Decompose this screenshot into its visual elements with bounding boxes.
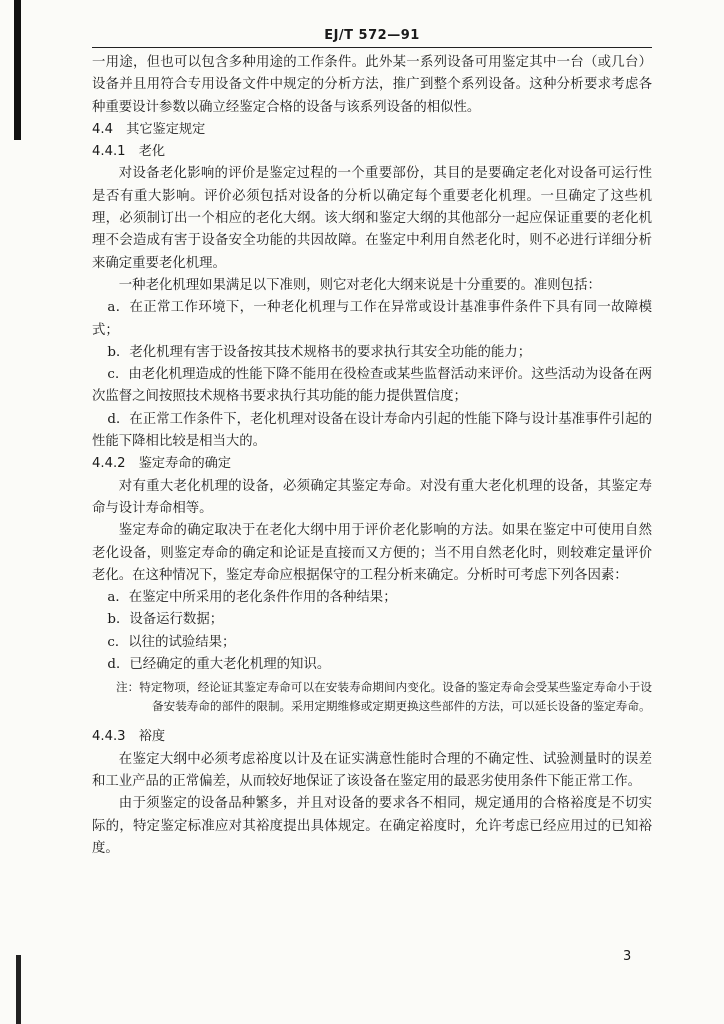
paragraph: 在鉴定大纲中必须考虑裕度以计及在证实满意性能时合理的不确定性、试验测量时的误差和工业产品的正常偏差，从而较好地保证了该设备在鉴定用的最恶劣使用条件下能正常工作。 bbox=[92, 751, 652, 789]
list-item: a．在鉴定中所采用的老化条件作用的各种结果； bbox=[107, 590, 397, 606]
paragraph: 鉴定寿命的确定取决于在老化大纲中用于评价老化影响的方法。如果在鉴定中可使用自然老化设备，则鉴定寿命的确定和论证是直接而又方便的；当不用自然老化时，则较难定量评价老化。在这种情况下，鉴定寿命应根据保守的工程分析来确定。分析时可考虑下列各因素： bbox=[92, 523, 652, 583]
list-item: d．已经确定的重大老化机理的知识。 bbox=[107, 657, 331, 673]
section-heading: 4.4.1 老化 bbox=[92, 144, 166, 160]
scan-edge-mark bbox=[14, 0, 21, 140]
list-item: c．由老化机理造成的性能下降不能用在役检查或某些监督活动来评价。这些活动为设备在两次监督之间按照技术规格书要求执行其功能的能力提供置信度； bbox=[92, 367, 652, 405]
section-heading: 4.4.2 鉴定寿命的确定 bbox=[92, 456, 232, 472]
paragraph: 一用途，但也可以包含多种用途的工作条件。此外某一系列设备可用鉴定其中一台（或几台）设备并且用符合专用设备文件中规定的分析方法，推广到整个系列设备。这种分析要求考虑各种重要设计参数以确立经鉴定合格的设备与该系列设备的相似性。 bbox=[92, 55, 652, 115]
list-item: b．设备运行数据； bbox=[107, 612, 224, 628]
page-number: 3 bbox=[623, 949, 632, 964]
scan-edge-mark-bottom bbox=[16, 955, 21, 1024]
section-heading: 4.4.3 裕度 bbox=[92, 729, 166, 745]
paragraph: 对设备老化影响的评价是鉴定过程的一个重要部份，其目的是要确定老化对设备可运行性是否有重大影响。评价必须包括对设备的分析以确定每个重要老化机理。一旦确定了这些机理，必须制订出一个相应的老化大纲。该大纲和鉴定大纲的其他部分一起应保证重要的老化机理不会造成有害于设备安全功能的共因故障。在鉴定中利用自然老化时，则不必进行详细分析来确定重要老化机理。 bbox=[92, 166, 652, 271]
paragraph: 一种老化机理如果满足以下准则，则它对老化大纲来说是十分重要的。准则包括： bbox=[118, 277, 601, 293]
list-item: a．在正常工作环境下，一种老化机理与工作在异常或设计基准事件条件下具有同一故障模式； bbox=[92, 300, 652, 338]
list-item: c．以往的试验结果； bbox=[107, 634, 236, 650]
section-heading: 4.4 其它鉴定规定 bbox=[92, 121, 206, 137]
paragraph: 由于须鉴定的设备品种繁多，并且对设备的要求各不相同，规定通用的合格裕度是不切实际的，特定鉴定标准应对其裕度提出具体规定。在确定裕度时，允许考虑已经应用过的已知裕度。 bbox=[92, 796, 652, 856]
paragraph: 对有重大老化机理的设备，必须确定其鉴定寿命。对没有重大老化机理的设备，其鉴定寿命与设计寿命相等。 bbox=[92, 478, 652, 516]
note: 注：特定物项，经论证其鉴定寿命可以在安装寿命期间内变化。设备的鉴定寿命会受某些鉴定寿命小于设备安装寿命的部件的限制。采用定期维修或定期更换这些部件的方法，可以延长设备的鉴定寿命。 bbox=[116, 680, 652, 714]
document-page bbox=[92, 28, 652, 860]
list-item: b．老化机理有害于设备按其技术规格书的要求执行其安全功能的能力； bbox=[107, 344, 532, 360]
list-item: d．在正常工作条件下，老化机理对设备在设计寿命内引起的性能下降与设计基准事件引起的性能下降相比较是相当大的。 bbox=[92, 411, 652, 450]
standard-header: EJ/T 572—91 bbox=[92, 28, 652, 48]
